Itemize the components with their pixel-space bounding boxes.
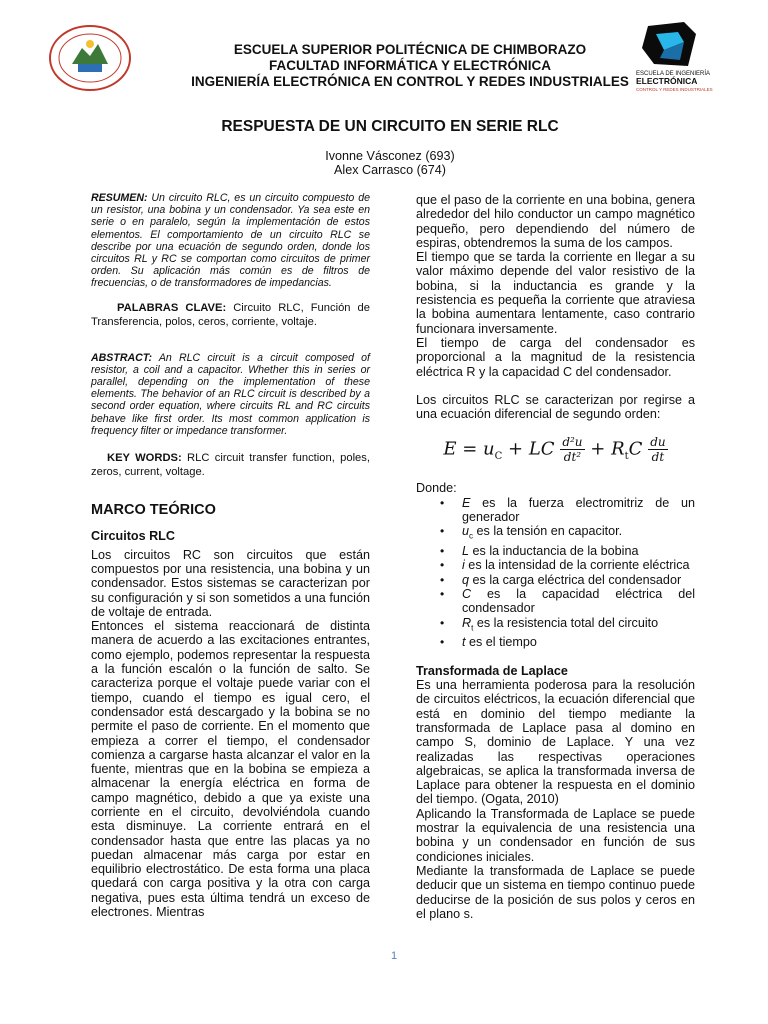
svg-text:ESCUELA DE INGENIERÍA: ESCUELA DE INGENIERÍA xyxy=(636,71,711,77)
list-item: • E es la fuerza electromitriz de un generador xyxy=(440,496,695,525)
body-paragraph: Aplicando la Transformada de Laplace se puede mostrar la equivalencia de una resistencia una bobina y un condensador en función de sus condiciones iniciales. xyxy=(416,806,695,864)
svg-text:CONTROL Y REDES INDUSTRIALES: CONTROL Y REDES INDUSTRIALES xyxy=(636,87,713,92)
resumen-label: RESUMEN: xyxy=(91,192,148,204)
variable-list xyxy=(416,496,695,650)
author-2: Alex Carrasco (674) xyxy=(334,163,446,177)
page-number: 1 xyxy=(390,950,398,962)
svg-text:ELECTRÓNICA: ELECTRÓNICA xyxy=(636,76,698,86)
body-paragraph: Los circuitos RLC se caracterizan por regirse a una ecuación diferencial de segundo orden: xyxy=(416,392,695,422)
faculty-name: FACULTAD INFORMÁTICA Y ELECTRÓNICA xyxy=(269,58,551,73)
list-item: • L es la inductancia de la bobina xyxy=(440,544,695,558)
resumen-paragraph: RESUMEN: Un circuito RLC, es un circuito compuesto de un resistor, una bobina y un condensador. Ya sea este en serie o en paralelo, según la implementación de estos elementos. El comportamiento de un circuito RLC se describe por una ecuación de segundo orden, donde los circuitos RL y RC se comportan como circuitos de primer orden. Su aplicación más común es de filtros de frecuencias, o de transformadores de impedancias. xyxy=(91,192,370,290)
keywords-paragraph: KEY WORDS: RLC circuit transfer function, poles, zeros, current, voltage. xyxy=(91,452,370,479)
list-item: • i es la intensidad de la corriente eléctrica xyxy=(440,558,695,572)
subsection-heading: Circuitos RLC xyxy=(91,529,175,544)
equation-fraction: $\frac{du}{dt}$ xyxy=(650,435,666,465)
left-column xyxy=(91,192,370,919)
rlc-equation: $E = u_C$ + LC $\frac{\text{d²u}}{\text{dt²}}$ + $R_tC$ $\frac{du}{dt}$ xyxy=(443,435,666,465)
body-paragraph: El tiempo que se tarda la corriente en llegar a su valor máximo depende del valor resistivo de la bobina, si la inductancia es grande y la resistencia es pequeña la corriente que atraviesa la bobina aumentara lentamente, caso contrario funcionara inversamente. xyxy=(416,250,695,336)
equation-fraction: $\frac{\text{d²u}}{\text{dt²}}$ xyxy=(562,435,583,465)
body-paragraph: Entonces el sistema reaccionará de distinta manera de acuerdo a las excitaciones entrantes, como ejemplo, podemos representar la respuesta a la función escalón o la función de salto. Se caracteriza porque el voltaje puede variar con el tiempo, cuando el tiempo es igual cero, el condensador está descargado y la bobina se no permite el paso de corriente. En el momento que empieza a correr el tiempo, el condensador comienza a cargarse hasta alcanzar el valor en la fuente, mientras que en la bobina se empieza a almacenar la energía eléctrica en forma de campo magnético, debido a que ya existe una corriente en el circuito, devolviéndola cuando esta disminuye. La corriente entrará en el condensador hasta que entre las placas ya no puedan almacenar más carga por estar en equilibrio electrostático. De esta forma una placa quedará con carga positiva y la otra con carga negativa, pues esta última tendrá un exceso de electrones. Mientras xyxy=(91,619,370,920)
body-paragraph: Mediante la transformada de Laplace se puede deducir que un sistema en tiempo continuo puede deducirse de la posición de sus polos y ceros en el plano s. xyxy=(416,863,695,921)
list-item: • q es la carga eléctrica del condensador xyxy=(440,573,695,587)
body-paragraph: Es una herramienta poderosa para la resolución de circuitos eléctricos, la ecuación diferencial que está en dominio del tiempo mediante la transformada de Laplace pasa al domino en campo S, dominio de Laplace. Y una vez realizadas las respectivas operaciones algebraicas, se aplica la transformada inversa de Laplace para obtener la respuesta en el dominio del tiempo. (Ogata, 2010) xyxy=(416,678,695,807)
right-column xyxy=(416,193,695,921)
list-item: • $R_t$ es la resistencia total del circuito xyxy=(440,616,695,636)
list-item: • C es la capacidad eléctrica del condensador xyxy=(440,587,695,616)
palabras-clave-paragraph: PALABRAS CLAVE: Circuito RLC, Función de Transferencia, polos, ceros, corriente, voltaje. xyxy=(91,301,371,328)
abstract-paragraph: ABSTRACT: An RLC circuit is a circuit composed of resistor, a coil and a capacitor. Whether this in series or parallel, depending on the implementation of these elements. The behavior of an RLC circuit is described by a second order equation, where circuits RL and RC circuits behave like first order. Its most common application is frequency filter or impedance transformer. xyxy=(91,351,370,437)
institution-name: ESCUELA SUPERIOR POLITÉCNICA DE CHIMBORAZO xyxy=(233,42,587,57)
program-name: INGENIERÍA ELECTRÓNICA EN CONTROL Y REDES INDUSTRIALES xyxy=(191,74,629,89)
paper-title: RESPUESTA DE UN CIRCUITO EN SERIE RLC xyxy=(221,118,559,135)
donde-label: Donde: xyxy=(416,481,457,496)
subsection-heading: Transformada de Laplace xyxy=(416,663,568,678)
body-paragraph: que el paso de la corriente en una bobina, genera alrededor del hilo conductor un campo magnético pequeño, pero dependiendo del número de espiras, obtendremos la suma de los campos. xyxy=(416,193,695,250)
author-1: Ivonne Vásconez (693) xyxy=(325,149,455,163)
espoch-seal-logo xyxy=(48,24,132,92)
list-item: • $u_c$ es la tensión en capacitor. xyxy=(440,524,695,544)
body-paragraph: El tiempo de carga del condensador es proporcional a la magnitud de la resistencia eléctrica R y la capacidad C del condensador. xyxy=(416,335,695,379)
list-item: • t es el tiempo xyxy=(440,635,695,649)
section-heading: MARCO TEÓRICO xyxy=(91,502,216,519)
body-paragraph: Los circuitos RC son circuitos que están compuestos por una resistencia, una bobina y un condensador. Estos sistemas se caracterizan por su configuración y si son sometidos a una función de voltaje de entrada. xyxy=(91,547,370,619)
